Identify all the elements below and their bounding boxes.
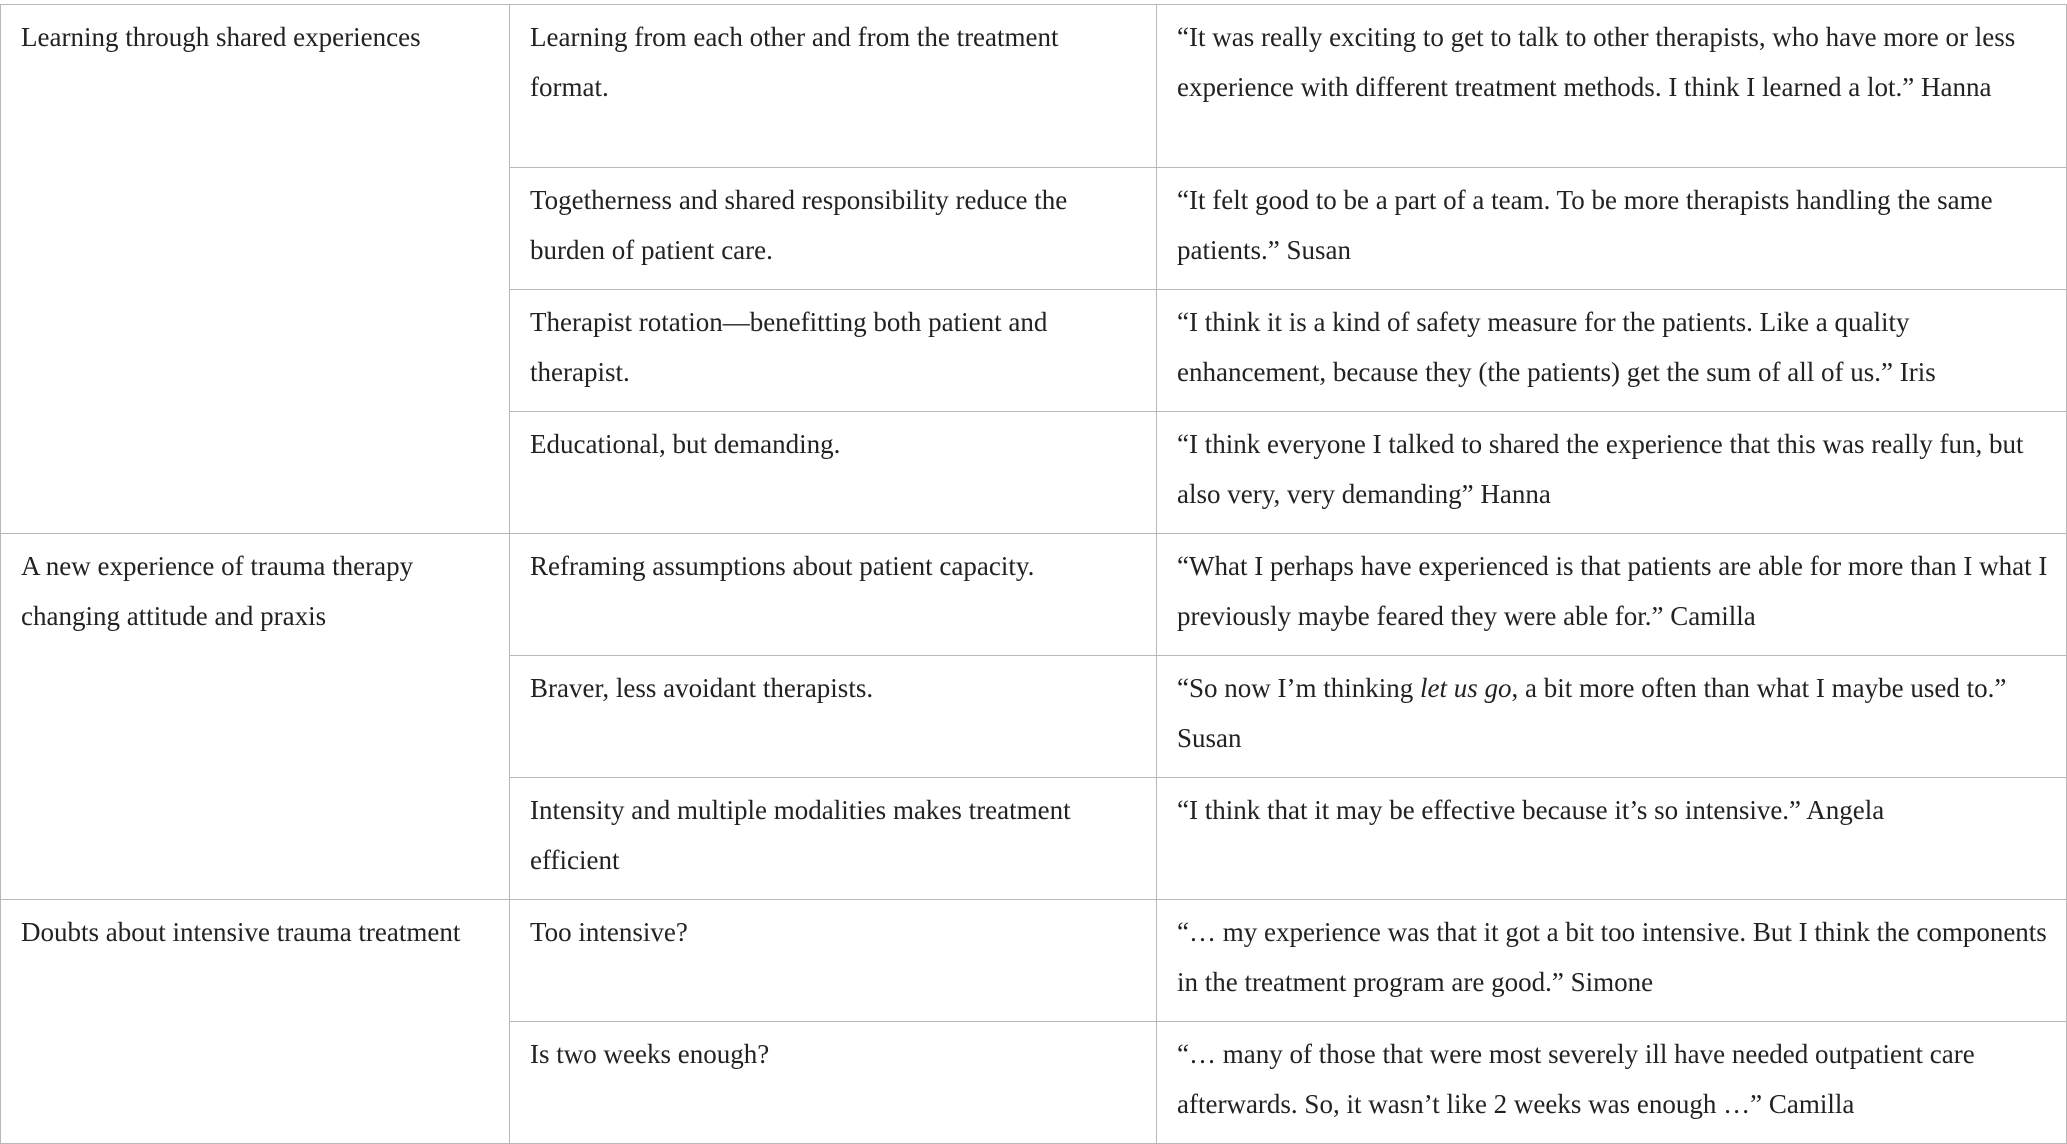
- subtheme-cell: [510, 1022, 1157, 1144]
- themes-table-container: [0, 4, 2066, 1144]
- subtheme-cell: [510, 290, 1157, 412]
- subtheme-text: Togetherness and shared responsibility reduce the burden of patient care.: [530, 185, 1068, 265]
- subtheme-text: Braver, less avoidant therapists.: [530, 673, 874, 703]
- quote-text: “… many of those that were most severely ill have needed outpatient care afterwards. So, it wasn’t like 2 weeks was enough …” Camilla: [1177, 1039, 1975, 1119]
- subtheme-text: Educational, but demanding.: [530, 429, 841, 459]
- quote-text: [1177, 664, 2052, 763]
- subtheme-cell: [510, 778, 1157, 900]
- subtheme-cell: [510, 534, 1157, 656]
- table-row: [1, 900, 2067, 1022]
- quote-cell: [1157, 1022, 2067, 1144]
- subtheme-cell: [510, 900, 1157, 1022]
- subtheme-cell: [510, 168, 1157, 290]
- subtheme-text: Intensity and multiple modalities makes treatment efficient: [530, 795, 1071, 875]
- quote-text: “I think everyone I talked to shared the experience that this was really fun, but also very, very demanding” Hanna: [1177, 429, 2024, 509]
- quote-text-post: , a bit more often than what I maybe used to.” Susan: [1177, 673, 2007, 753]
- table-row: [1, 534, 2067, 656]
- subtheme-text: Learning from each other and from the treatment format.: [530, 22, 1059, 102]
- subtheme-text: Therapist rotation—benefitting both patient and therapist.: [530, 307, 1048, 387]
- quote-cell: [1157, 168, 2067, 290]
- quote-cell: [1157, 5, 2067, 168]
- quote-text: “… my experience was that it got a bit too intensive. But I think the components in the treatment program are good.” Simone: [1177, 917, 2047, 997]
- themes-table: [0, 4, 2067, 1144]
- quote-cell: [1157, 412, 2067, 534]
- quote-cell: [1157, 656, 2067, 778]
- quote-text: “It was really exciting to get to talk to other therapists, who have more or less experience with different treatment methods. I think I learned a lot.” Hanna: [1177, 22, 2016, 102]
- theme-cell: [1, 534, 510, 900]
- quote-text: “It felt good to be a part of a team. To be more therapists handling the same patients.” Susan: [1177, 185, 1993, 265]
- quote-cell: [1157, 290, 2067, 412]
- subtheme-cell: [510, 656, 1157, 778]
- subtheme-text: Is two weeks enough?: [530, 1039, 770, 1069]
- theme-text: Learning through shared experiences: [21, 22, 421, 52]
- theme-cell: [1, 5, 510, 534]
- quote-text: “I think it is a kind of safety measure for the patients. Like a quality enhancement, because they (the patients) get the sum of all of us.” Iris: [1177, 307, 1936, 387]
- subtheme-text: Reframing assumptions about patient capacity.: [530, 551, 1035, 581]
- subtheme-cell: [510, 5, 1157, 168]
- quote-cell: [1157, 534, 2067, 656]
- theme-text: A new experience of trauma therapy changing attitude and praxis: [21, 551, 414, 631]
- quote-text-emphasis: let us go: [1420, 673, 1512, 703]
- theme-cell: [1, 900, 510, 1144]
- subtheme-text: Too intensive?: [530, 917, 688, 947]
- table-row: [1, 5, 2067, 168]
- quote-text: “I think that it may be effective because it’s so intensive.” Angela: [1177, 795, 1885, 825]
- quote-text: “What I perhaps have experienced is that patients are able for more than I what I previously maybe feared they were able for.” Camilla: [1177, 551, 2048, 631]
- quote-cell: [1157, 778, 2067, 900]
- theme-text: Doubts about intensive trauma treatment: [21, 917, 461, 947]
- quote-cell: [1157, 900, 2067, 1022]
- subtheme-cell: [510, 412, 1157, 534]
- quote-text-pre: “So now I’m thinking: [1177, 673, 1420, 703]
